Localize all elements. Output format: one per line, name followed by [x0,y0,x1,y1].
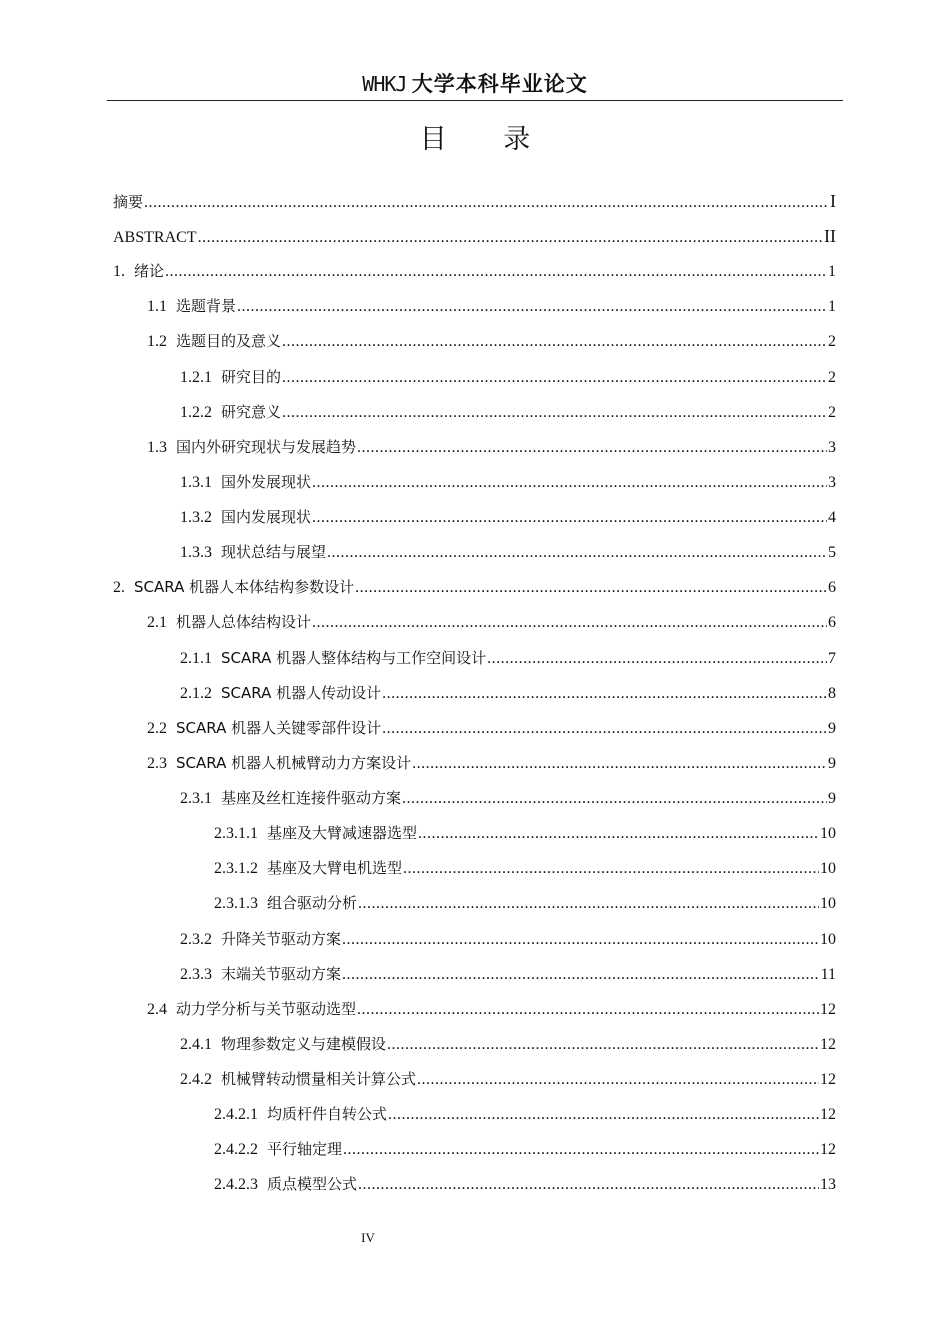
toc-entry-number: 1.3 [147,438,167,456]
running-header [0,70,950,98]
toc-entry[interactable] [147,326,836,356]
toc-entry-title: 选题背景 [176,297,237,316]
toc-entry-title: 现状总结与展望 [221,543,327,562]
toc-entry[interactable] [113,256,836,286]
toc-entry-page: 13 [820,1176,836,1194]
toc-entry-title: SCARA 机器人本体结构参数设计 [134,578,355,597]
toc-entry-title: 国外发展现状 [221,472,312,491]
toc-entry-page: 10 [820,825,836,843]
toc-entry-page: 1 [828,298,836,316]
toc-entry-page: 11 [820,965,836,983]
toc-entry[interactable] [180,502,836,532]
dot-leader [382,714,827,744]
toc-entry-title: 基座及大臂电机选型 [267,859,403,878]
dot-leader [342,960,820,990]
toc-entry-page: 7 [828,649,836,667]
toc-entry-title: SCARA 机器人传动设计 [221,683,382,702]
toc-entry-page: 9 [828,790,836,808]
toc-entry-number: 2.4.2.3 [214,1176,258,1194]
toc-entry-number: 2.3.1.3 [214,895,258,913]
dot-leader [312,503,827,533]
toc-entry[interactable] [147,994,836,1024]
toc-entry[interactable] [180,643,836,673]
toc-entry[interactable] [180,537,836,567]
toc-entry-title: ABSTRACT [113,229,197,247]
toc-entry[interactable] [113,221,836,251]
toc-entry-title: 摘要 [113,193,144,211]
toc-entry-title: 机器人总体结构设计 [176,613,312,632]
toc-entry-title: 物理参数定义与建模假设 [221,1034,387,1053]
toc-entry-page: 4 [828,509,836,527]
toc-entry-number: 2.1 [147,614,167,632]
toc-entry-title: 均质杆件自转公式 [267,1105,388,1124]
dot-leader [412,749,827,779]
header-prefix: WHKJ [362,72,407,96]
dot-leader [327,538,827,568]
dot-leader [165,257,827,287]
toc-entry-number: 1.2.2 [180,403,212,421]
dot-leader [487,644,827,674]
toc-entry-page: 3 [828,473,836,491]
toc-entry[interactable] [180,467,836,497]
toc-entry-page: 10 [820,895,836,913]
toc-entry[interactable] [147,291,836,321]
dot-leader [343,1135,819,1165]
toc-entry-number: 2.3.1.2 [214,860,258,878]
toc-entry[interactable] [214,1134,836,1164]
toc-entry-title: SCARA 机器人机械臂动力方案设计 [176,753,412,772]
dot-leader [355,573,827,603]
toc-entry-page: II [824,226,836,247]
toc-entry[interactable] [180,924,836,954]
toc-entry-number: 2.3.2 [180,930,212,948]
toc-entry-number: 2.3.1 [180,790,212,808]
toc-entry-number: 2.4.2.2 [214,1141,258,1159]
page-number: IV [361,1230,375,1245]
toc-entry-title: 基座及丝杠连接件驱动方案 [221,789,402,808]
toc-entry-number: 2.3.1.1 [214,825,258,843]
toc-entry-number: 2.1.2 [180,684,212,702]
toc-entry-title: 组合驱动分析 [267,894,358,913]
toc-entry-page: 2 [828,368,836,386]
toc-entry-number: 1.3.2 [180,509,212,527]
toc-entry-page: 8 [828,684,836,702]
dot-leader [282,398,827,428]
toc-entry-title: 动力学分析与关节驱动选型 [176,999,357,1018]
dot-leader [358,889,819,919]
toc-entry[interactable] [147,607,836,637]
toc-entry[interactable] [180,362,836,392]
toc-entry-page: 2 [828,333,836,351]
toc-entry-page: I [830,191,836,211]
toc-entry[interactable] [180,1064,836,1094]
toc-entry-page: 12 [820,1071,836,1088]
toc-entry[interactable] [214,1099,836,1129]
toc-entry-title: 研究目的 [221,367,282,386]
toc-entry-page: 12 [820,1106,836,1124]
toc-entry-page: 10 [820,930,836,948]
toc-entry-title: 基座及大臂减速器选型 [267,824,418,843]
toc-entry-number: 2.3 [147,754,167,772]
toc-entry-title: 升降关节驱动方案 [221,929,342,948]
dot-leader [382,679,827,709]
toc-title: 目 录 [419,124,555,155]
toc-entry-title: 绪论 [134,262,165,281]
dot-leader [418,819,819,849]
dot-leader [403,854,819,884]
toc-entry-page: 5 [828,544,836,562]
dot-leader [282,363,827,393]
toc-entry[interactable] [180,397,836,427]
toc-entry-page: 12 [820,1141,836,1159]
dot-leader [198,223,823,253]
dot-leader [402,784,827,814]
toc-entry-number: 1.3.1 [180,473,212,491]
toc-entry-number: 1.2.1 [180,368,212,386]
toc-entry-title: 机械臂转动惯量相关计算公式 [221,1070,417,1088]
toc-entry-number: 1.3.3 [180,544,212,562]
toc-entry-page: 9 [828,719,836,737]
dot-leader [358,1170,819,1200]
toc-entry[interactable] [214,1169,836,1199]
toc-entry-number: 1.2 [147,333,167,351]
dot-leader [387,1030,819,1060]
toc-entry-number: 2.1.1 [180,649,212,667]
dot-leader [357,433,827,463]
toc-entry-page: 3 [828,438,836,456]
toc-entry[interactable] [147,713,836,743]
toc-entry-title: 国内发展现状 [221,508,312,527]
toc-entry-title: 平行轴定理 [267,1140,343,1159]
toc-entry-number: 2.4.1 [180,1035,212,1053]
toc-entry[interactable] [214,853,836,883]
toc-entry[interactable] [147,748,836,778]
toc-entry-page: 6 [828,579,836,597]
toc-entry-page: 6 [828,614,836,632]
toc-entry[interactable] [214,888,836,918]
toc-entry-number: 2.4.2 [180,1071,212,1088]
toc-entry-title: SCARA 机器人关键零部件设计 [176,718,382,737]
toc-entry-title: 质点模型公式 [267,1175,358,1194]
toc-entry-number: 1. [113,263,125,281]
toc-entry[interactable] [113,186,836,216]
toc-entry-number: 2.2 [147,719,167,737]
dot-leader [144,188,829,218]
dot-leader [342,925,819,955]
toc-entry-title: 国内外研究现状与发展趋势 [176,437,357,456]
toc-entry-page: 12 [820,1035,836,1053]
toc-entry-page: 9 [828,754,836,772]
toc-entry[interactable] [180,959,836,989]
toc-entry[interactable] [180,1029,836,1059]
toc-entry-number: 1.1 [147,298,167,316]
header-title: 大学本科毕业论文 [411,72,588,96]
toc-entry[interactable] [214,818,836,848]
toc-entry-number: 2.3.3 [180,965,212,983]
toc-entry[interactable] [180,678,836,708]
dot-leader [237,292,827,322]
toc-entry[interactable] [147,432,836,462]
toc-entry-page: 1 [828,263,836,281]
toc-entry-title: 研究意义 [221,402,282,421]
dot-leader [312,608,827,638]
dot-leader [282,327,827,357]
toc-entry-number: 2. [113,579,125,597]
toc-entry-title: 末端关节驱动方案 [221,964,342,983]
toc-entry-title: SCARA 机器人整体结构与工作空间设计 [221,648,487,667]
toc-entry-number: 2.4 [147,1000,167,1018]
dot-leader [357,995,819,1025]
toc-entry-page: 12 [820,1000,836,1018]
dot-leader [312,468,827,498]
header-rule [107,100,843,101]
toc-entry[interactable] [113,572,836,602]
toc-entry-number: 2.4.2.1 [214,1106,258,1124]
dot-leader [417,1065,819,1095]
toc-entry-page: 2 [828,403,836,421]
toc-entry-page: 10 [820,860,836,878]
toc-entry[interactable] [180,783,836,813]
dot-leader [388,1100,819,1130]
toc-entry-title: 选题目的及意义 [176,332,282,351]
